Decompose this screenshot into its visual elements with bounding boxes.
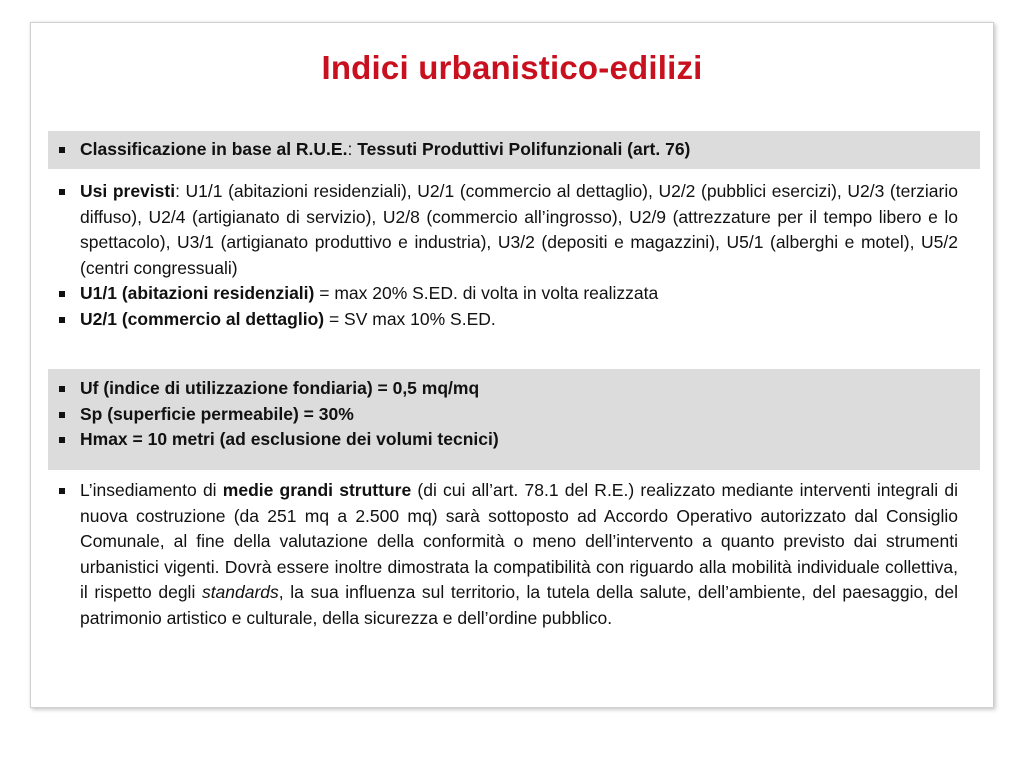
- classification-separator: :: [347, 139, 353, 159]
- square-bullet-icon: [59, 437, 65, 443]
- classification-section: [48, 131, 980, 169]
- indices-section: [48, 369, 980, 470]
- uses-item: [80, 179, 958, 281]
- uses-label: Usi previsti: [80, 181, 176, 201]
- square-bullet-icon: [59, 317, 65, 323]
- classification-label: Classificazione in base al R.U.E.: [80, 139, 348, 159]
- uses-rule-u1: [80, 281, 958, 307]
- note-italic: standards: [201, 582, 279, 602]
- note-bold: medie grandi strutture: [222, 480, 412, 500]
- note-part-3: , la sua influenza sul territorio, la tutela della salute, dell’ambiente, del paesaggio, del patrimonio artistico e culturale, della sicurezza e dell’ordine pubblico.: [80, 582, 958, 628]
- square-bullet-icon: [59, 412, 65, 418]
- square-bullet-icon: [59, 488, 65, 494]
- uses-rule-label: U1/1 (abitazioni residenziali): [80, 283, 315, 303]
- note-section: [48, 475, 980, 695]
- index-text: Uf (indice di utilizzazione fondiaria) = 0,5 mq/mq: [80, 378, 480, 398]
- index-text: Sp (superficie permeabile) = 30%: [80, 403, 354, 424]
- note-item: [80, 478, 958, 631]
- classification-value: Tessuti Produttivi Polifunzionali (art. 76): [352, 139, 691, 159]
- classification-item: [80, 137, 958, 163]
- square-bullet-icon: [59, 189, 65, 195]
- index-text: Hmax = 10 metri (ad esclusione dei volumi tecnici): [80, 429, 499, 449]
- index-item-hmax: [80, 427, 958, 453]
- square-bullet-icon: [59, 291, 65, 297]
- slide-title: Indici urbanistico-edilizi: [321, 49, 703, 86]
- uses-section: [48, 174, 980, 365]
- uses-text: : U1/1 (abitazioni residenziali), U2/1 (commercio al dettaglio), U2/2 (pubblici esercizi), U2/3 (terziario diffuso), U2/4 (artigianato di servizio), U2/8 (commercio all’ingrosso), U2/9 (attrezzature per il tempo libero e lo spettacolo), U3/1 (artigianato produttivo e industria), U3/2 (depositi e magazzini), U5/1 (alberghi e motel), U5/2 (centri congressuali): [80, 181, 958, 278]
- note-part-2: (di cui all’art. 78.1 del R.E.) realizzato mediante interventi integrali di nuova costruzione (da 251 mq a 2.500 mq) sarà sottoposto ad Accordo Operativo autorizzato dal Consiglio Comunale, al fine della valutazione della conformità o meno dell’intervento a quanto previsto dai strumenti urbanistici vigenti. Dovrà essere inoltre dimostrata la compatibilità con riguardo alla mobilità individuale collettiva, il rispetto degli: [80, 480, 958, 602]
- note-part-1: L’insediamento di: [80, 480, 223, 500]
- index-item-sp: [80, 402, 958, 428]
- uses-rule-text: = SV max 10% S.ED.: [324, 308, 496, 329]
- index-item-uf: [80, 376, 958, 402]
- uses-rule-label: U2/1 (commercio al dettaglio): [80, 308, 325, 329]
- square-bullet-icon: [59, 386, 65, 392]
- square-bullet-icon: [59, 147, 65, 153]
- uses-rule-u2: [80, 307, 958, 333]
- slide: [30, 22, 994, 708]
- uses-rule-text: = max 20% S.ED. di volta in volta realizzata: [314, 283, 659, 303]
